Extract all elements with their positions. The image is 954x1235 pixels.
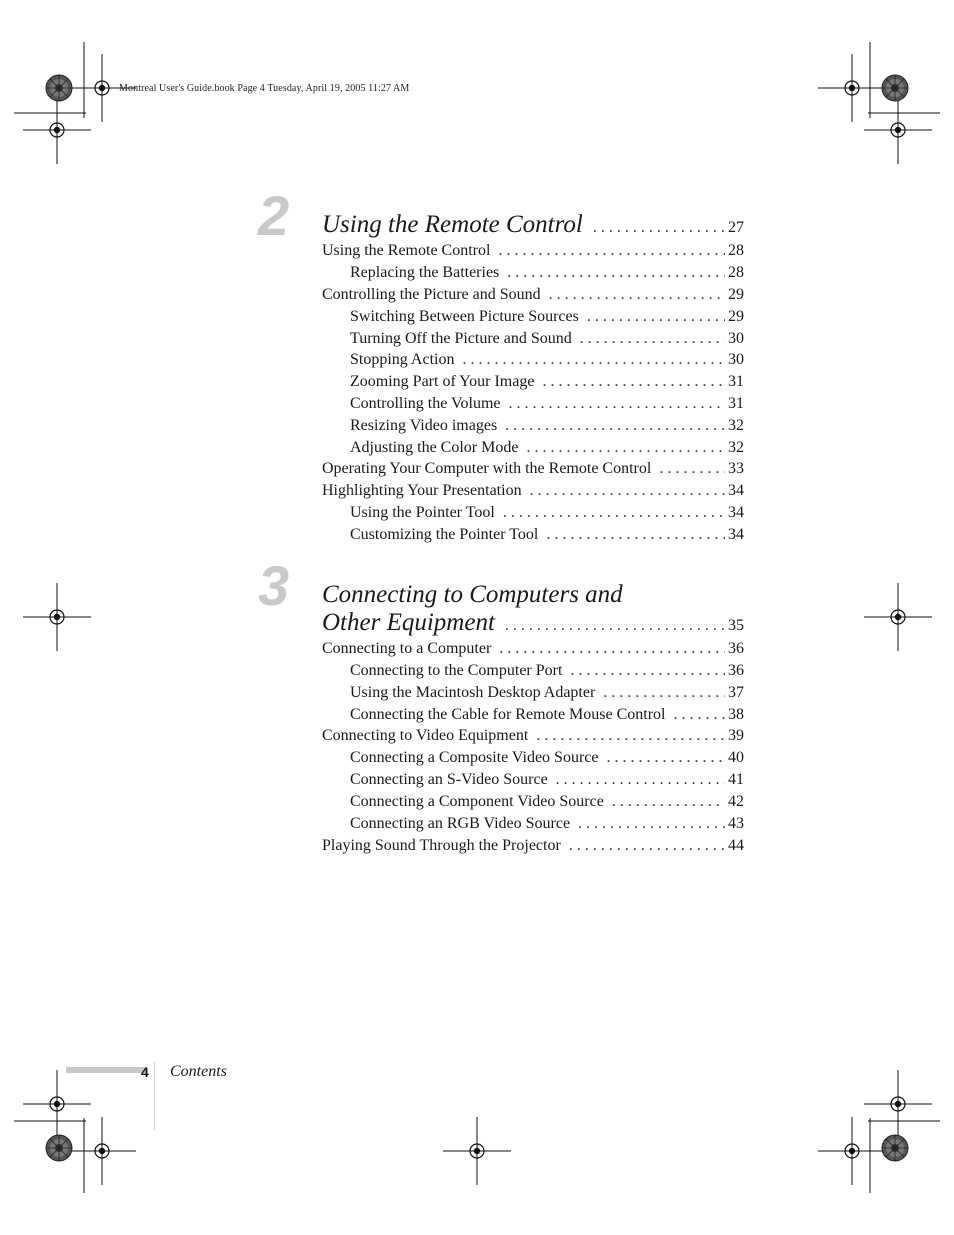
chapter-title-line1: Connecting to Computers and: [322, 581, 623, 608]
registration-mark: [23, 1070, 91, 1138]
toc-entry-title: Connecting an S-Video Source: [350, 771, 548, 788]
toc-entry[interactable]: [322, 835, 744, 857]
toc-entry-page: 37: [728, 684, 744, 701]
toc-entry-page: 34: [728, 482, 744, 499]
page-number: 27: [728, 219, 744, 236]
toc-entry-title: Controlling the Picture and Sound: [322, 286, 541, 303]
toc-entry[interactable]: [350, 262, 744, 284]
toc-entry[interactable]: [350, 371, 744, 393]
toc-entry[interactable]: [350, 306, 744, 328]
chapter-title: Using the Remote Control: [322, 211, 583, 238]
toc-entry-title: Connecting to a Computer: [322, 640, 492, 657]
toc-entry[interactable]: [350, 682, 744, 704]
registration-mark: [818, 54, 886, 122]
star-target: [882, 1135, 908, 1161]
toc-entry-title: Operating Your Computer with the Remote Control: [322, 460, 652, 477]
dot-leader: [587, 306, 725, 328]
toc-entry-page: 31: [728, 395, 744, 412]
toc-entry-title: Connecting a Composite Video Source: [350, 749, 599, 766]
dot-leader: [503, 502, 725, 524]
toc-entry-title: Using the Macintosh Desktop Adapter: [350, 684, 596, 701]
toc-entry-title: Using the Remote Control: [322, 242, 491, 259]
toc-entry-page: 39: [728, 727, 744, 744]
toc-entry-title: Connecting to the Computer Port: [350, 662, 563, 679]
toc-entry-title: Zooming Part of Your Image: [350, 373, 535, 390]
toc-entry[interactable]: [322, 480, 744, 502]
toc-entry[interactable]: [350, 791, 744, 813]
footer-section-label: Contents: [170, 1063, 227, 1080]
toc-entry-page: 33: [728, 460, 744, 477]
dot-leader: [546, 524, 725, 546]
toc-entry[interactable]: [350, 393, 744, 415]
chapter-heading[interactable]: [322, 210, 744, 243]
toc-entry-page: 43: [728, 815, 744, 832]
toc-entry-title: Controlling the Volume: [350, 395, 501, 412]
toc-entry-title: Connecting the Cable for Remote Mouse Control: [350, 706, 666, 723]
toc-entry[interactable]: [350, 660, 744, 682]
dot-leader: [499, 638, 725, 660]
star-target: [882, 75, 908, 101]
toc-entry[interactable]: [350, 704, 744, 726]
toc-entry-title: Playing Sound Through the Projector: [322, 837, 561, 854]
dot-leader: [549, 284, 725, 306]
dot-leader: [507, 262, 725, 284]
dot-leader: [509, 393, 725, 415]
toc-entry-title: Highlighting Your Presentation: [322, 482, 522, 499]
toc-entry[interactable]: [322, 638, 744, 660]
toc-entry-page: 30: [728, 330, 744, 347]
toc-entry-page: 29: [728, 308, 744, 325]
dot-leader: [659, 458, 725, 480]
dot-leader: [462, 349, 725, 371]
dot-leader: [498, 240, 725, 262]
dot-leader: [593, 213, 725, 243]
toc-entry[interactable]: [350, 524, 744, 546]
dot-leader: [505, 415, 725, 437]
dot-leader: [505, 611, 725, 641]
dot-leader: [536, 725, 725, 747]
toc-entry-page: 38: [728, 706, 744, 723]
toc-entry-title: Connecting an RGB Video Source: [350, 815, 571, 832]
dot-leader: [556, 769, 725, 791]
toc-entry[interactable]: [350, 813, 744, 835]
registration-mark: [23, 96, 91, 164]
dot-leader: [542, 371, 725, 393]
footer-page-number: 4: [141, 1064, 149, 1080]
toc-entry-page: 32: [728, 439, 744, 456]
chapter-number: 3: [258, 554, 290, 617]
toc-entry-title: Connecting to Video Equipment: [322, 727, 529, 744]
book-info-header: Montreal User's Guide.book Page 4 Tuesday, April 19, 2005 11:27 AM: [119, 83, 410, 94]
toc-entry-page: 36: [728, 662, 744, 679]
toc-entry[interactable]: [322, 725, 744, 747]
footer-divider: [154, 1062, 155, 1130]
toc-entry-page: 29: [728, 286, 744, 303]
toc-entry-page: 36: [728, 640, 744, 657]
toc-entry[interactable]: [350, 769, 744, 791]
dot-leader: [580, 328, 725, 350]
registration-mark: [864, 1070, 932, 1138]
registration-mark: [68, 1117, 136, 1185]
toc-entry-title: Turning Off the Picture and Sound: [350, 330, 572, 347]
toc-entry-title: Stopping Action: [350, 351, 455, 368]
chapter-heading[interactable]: [322, 608, 744, 641]
star-target: [46, 75, 72, 101]
page-number: 35: [728, 617, 744, 634]
dot-leader: [570, 660, 725, 682]
registration-mark: [864, 583, 932, 651]
toc-entry-page: 41: [728, 771, 744, 788]
toc-entry-page: 31: [728, 373, 744, 390]
dot-leader: [526, 437, 725, 459]
chapter-number: 2: [258, 184, 290, 247]
dot-leader: [530, 480, 725, 502]
toc-entry-title: Using the Pointer Tool: [350, 504, 495, 521]
toc-entry[interactable]: [322, 240, 744, 262]
toc-entry-page: 34: [728, 504, 744, 521]
toc-entry-page: 40: [728, 749, 744, 766]
dot-leader: [603, 682, 725, 704]
toc-entry-page: 34: [728, 526, 744, 543]
toc-entry-page: 42: [728, 793, 744, 810]
dot-leader: [569, 835, 725, 857]
toc-entry[interactable]: [350, 437, 744, 459]
registration-mark: [864, 96, 932, 164]
toc-entry-page: 32: [728, 417, 744, 434]
dot-leader: [674, 704, 726, 726]
dot-leader: [606, 747, 725, 769]
footer-bar: [66, 1067, 146, 1073]
toc-entry-page: 28: [728, 242, 744, 259]
toc-entry-title: Connecting a Component Video Source: [350, 793, 604, 810]
toc-entry[interactable]: [350, 502, 744, 524]
toc-entry-title: Resizing Video images: [350, 417, 498, 434]
toc-entry-title: Switching Between Picture Sources: [350, 308, 579, 325]
toc-entry-page: 28: [728, 264, 744, 281]
toc-entry[interactable]: [350, 349, 744, 371]
dot-leader: [612, 791, 725, 813]
toc-entry-title: Replacing the Batteries: [350, 264, 500, 281]
toc-entry[interactable]: [350, 415, 744, 437]
toc-entry-title: Customizing the Pointer Tool: [350, 526, 539, 543]
registration-mark: [443, 1117, 511, 1185]
toc-entry-page: 30: [728, 351, 744, 368]
dot-leader: [578, 813, 725, 835]
registration-mark: [23, 583, 91, 651]
chapter-title: Other Equipment: [322, 609, 495, 636]
registration-mark: [818, 1117, 886, 1185]
toc-entry-title: Adjusting the Color Mode: [350, 439, 519, 456]
toc-entry-page: 44: [728, 837, 744, 854]
toc-entry[interactable]: [350, 747, 744, 769]
toc-entry[interactable]: [322, 458, 744, 480]
toc-entry[interactable]: [322, 284, 744, 306]
toc-entry[interactable]: [350, 328, 744, 350]
star-target: [46, 1135, 72, 1161]
